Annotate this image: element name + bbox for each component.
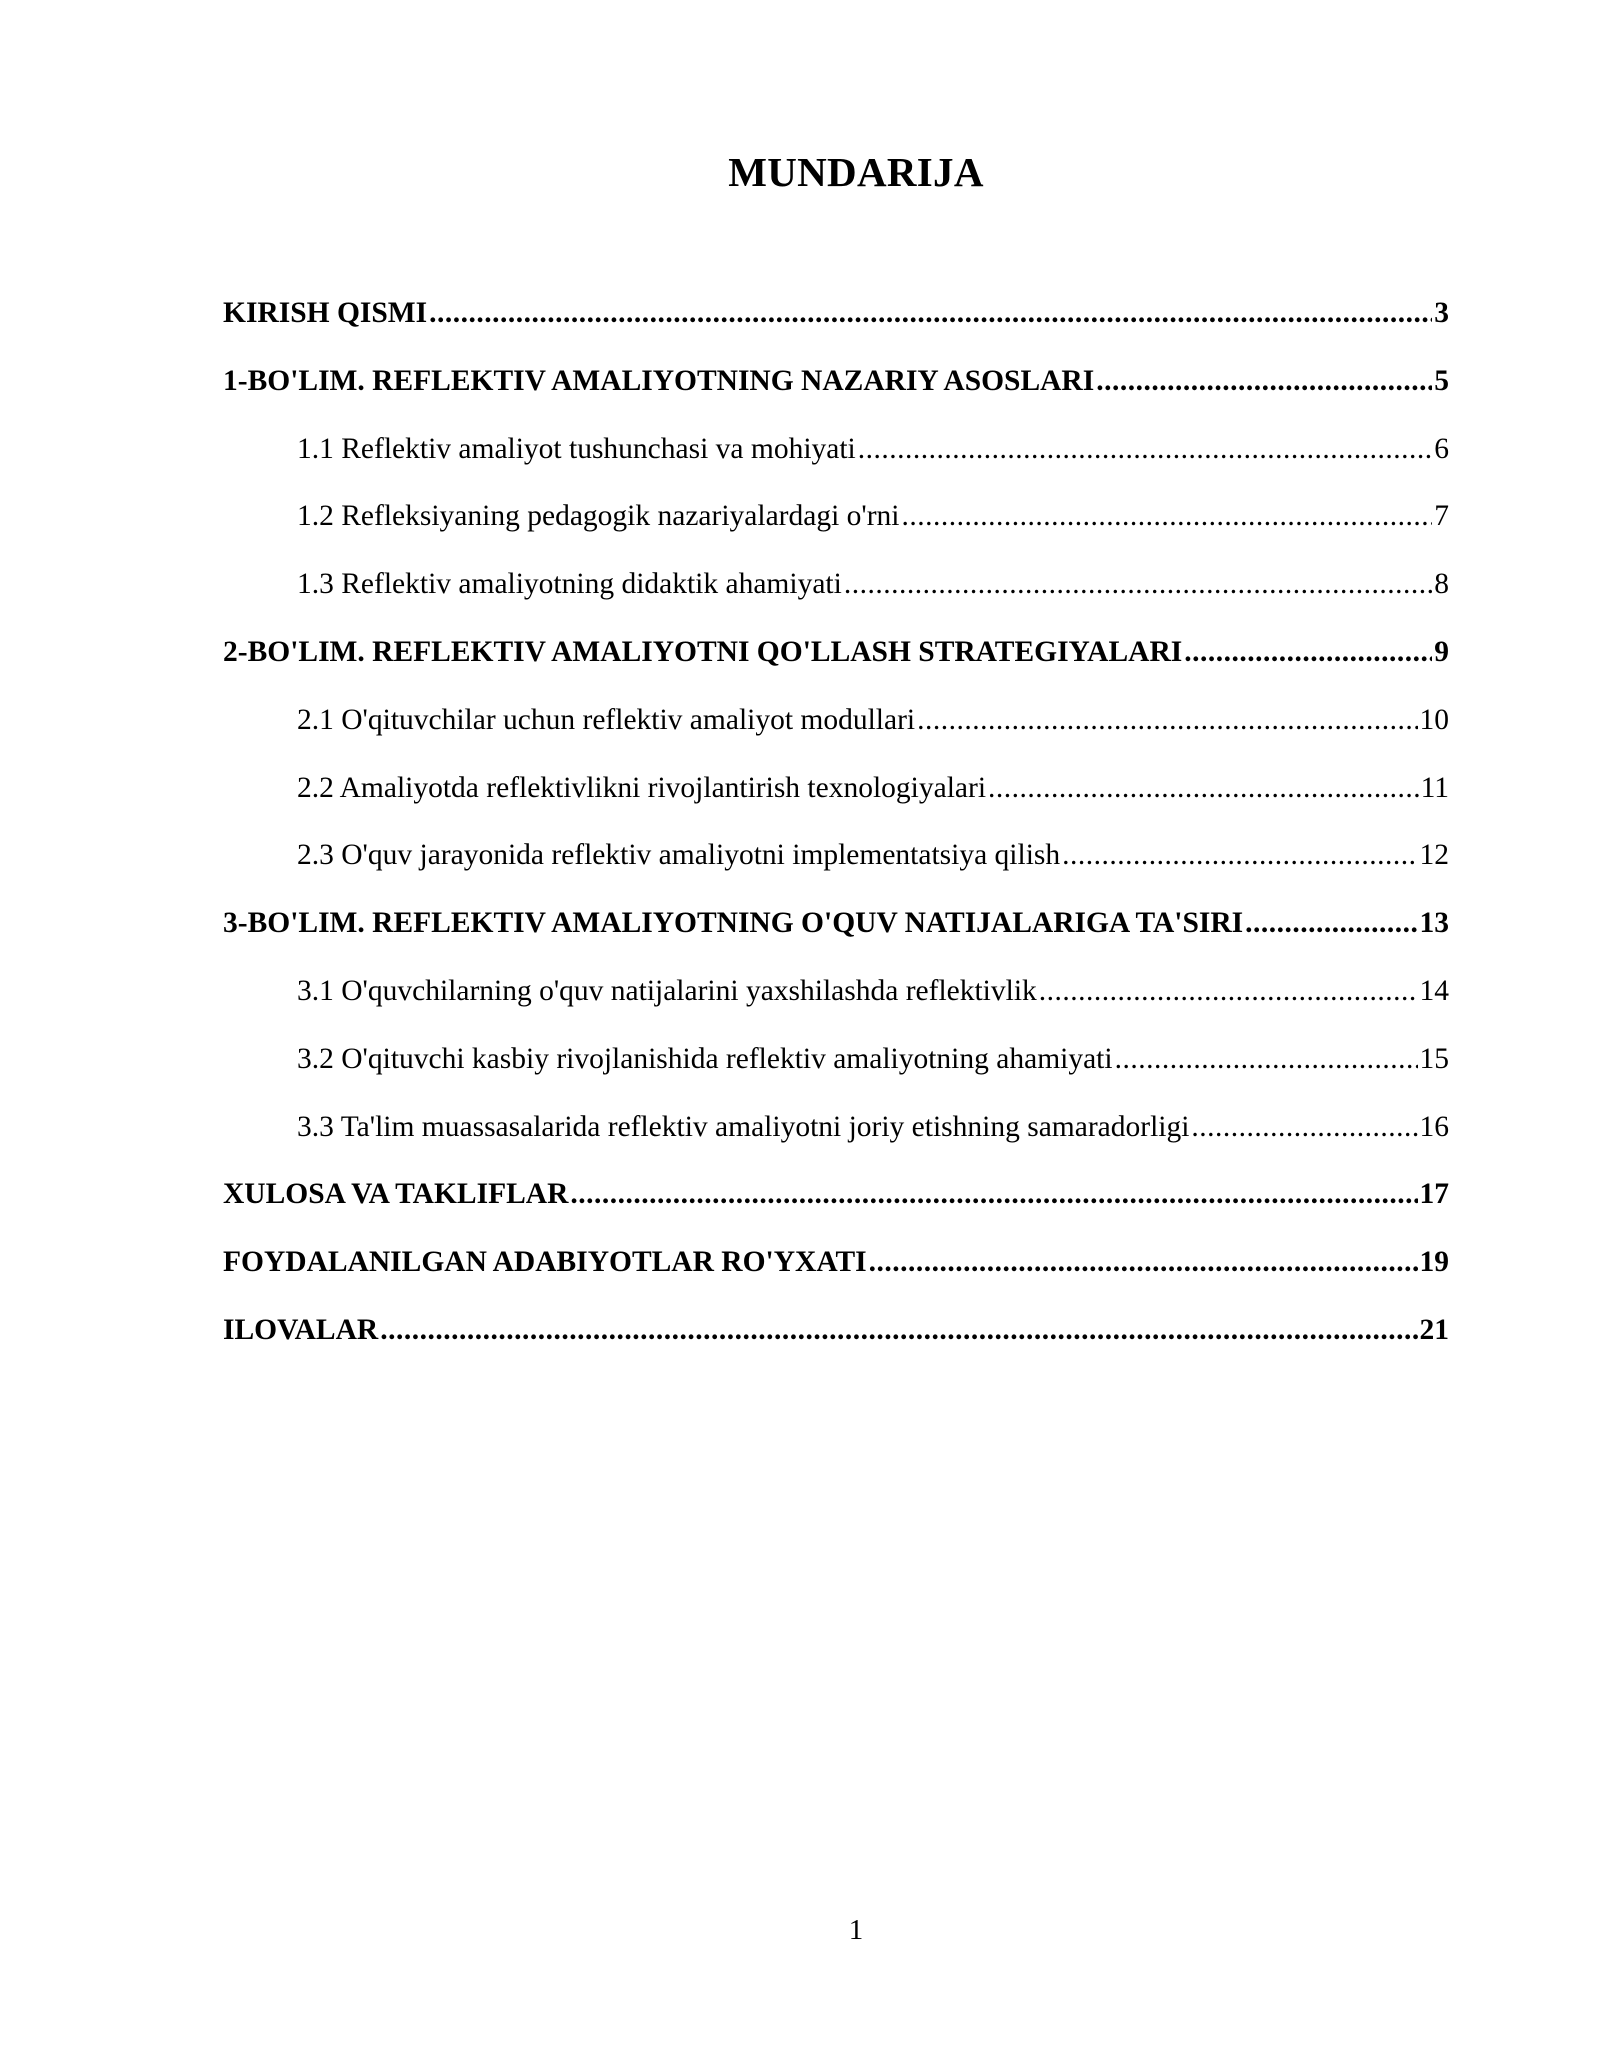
toc-entry[interactable] — [223, 898, 1449, 966]
toc-entry-title: 2.2 Amaliyotda reflektivlikni rivojlantirish texnologiyalari — [297, 771, 987, 804]
toc-entry[interactable] — [223, 966, 1449, 1034]
toc-entry-page: 16 — [1419, 1110, 1449, 1143]
toc-entry-title: 2-BO'LIM. REFLEKTIV AMALIYOTNI QO'LLASH STRATEGIYALARI — [223, 635, 1183, 668]
toc-entry[interactable] — [223, 356, 1449, 424]
toc-dot-leader — [380, 1305, 1417, 1355]
toc-dot-leader — [1191, 1102, 1417, 1152]
toc-entry-page: 10 — [1419, 703, 1449, 736]
toc-entry-title: 1.3 Reflektiv amaliyotning didaktik ahamiyati — [297, 568, 842, 601]
toc-entry[interactable] — [223, 830, 1449, 898]
toc-entry-title: XULOSA VA TAKLIFLAR — [223, 1178, 569, 1211]
toc-entry-title: 1.2 Refleksiyaning pedagogik nazariyalardagi o'rni — [297, 500, 900, 533]
toc-dot-leader — [1115, 1034, 1418, 1084]
toc-entry[interactable] — [223, 1305, 1449, 1373]
toc-entry[interactable] — [223, 627, 1449, 695]
toc-dot-leader — [1184, 627, 1432, 677]
toc-dot-leader — [1245, 898, 1417, 948]
page-number: 1 — [848, 1914, 864, 1946]
toc-entry-page: 13 — [1419, 907, 1449, 940]
toc-entry-page: 6 — [1434, 432, 1449, 465]
toc-entry[interactable] — [223, 1034, 1449, 1102]
toc-entry[interactable] — [223, 424, 1449, 492]
toc-entry-title: 1.1 Reflektiv amaliyot tushunchasi va mohiyati — [297, 432, 856, 465]
toc-entry-title: FOYDALANILGAN ADABIYOTLAR RO'YXATI — [223, 1246, 867, 1279]
toc-entry-page: 9 — [1434, 635, 1449, 668]
toc-entry[interactable] — [223, 288, 1449, 356]
toc-entry[interactable] — [223, 695, 1449, 763]
toc-entry[interactable] — [223, 491, 1449, 559]
toc-dot-leader — [1096, 356, 1432, 406]
toc-entry-page: 7 — [1434, 500, 1449, 533]
toc-dot-leader — [869, 1237, 1418, 1287]
toc-entry[interactable] — [223, 1237, 1449, 1305]
toc-entry-title: 3-BO'LIM. REFLEKTIV AMALIYOTNING O'QUV NATIJALARIGA TA'SIRI — [223, 907, 1244, 940]
toc-entry-page: 3 — [1434, 297, 1449, 329]
toc-entry-title: ILOVALAR — [223, 1313, 379, 1346]
toc-entry-page: 17 — [1419, 1178, 1449, 1211]
toc-entry[interactable] — [223, 559, 1449, 627]
toc-entry-page: 15 — [1419, 1042, 1449, 1075]
toc-entry[interactable] — [223, 1169, 1449, 1237]
toc-entry-title: 2.1 O'qituvchilar uchun reflektiv amaliyot modullari — [297, 703, 916, 736]
toc-entry[interactable] — [223, 1102, 1449, 1170]
toc-entry-page: 21 — [1419, 1313, 1449, 1346]
toc-entry-page: 8 — [1434, 568, 1449, 601]
toc-dot-leader — [988, 763, 1419, 813]
toc-dot-leader — [1039, 966, 1418, 1016]
toc-entry-page: 12 — [1419, 839, 1449, 872]
table-of-contents — [223, 288, 1449, 1373]
toc-entry-page: 5 — [1434, 364, 1449, 397]
toc-entry-page: 11 — [1420, 771, 1449, 804]
page-title: MUNDARIJA — [728, 149, 984, 195]
toc-dot-leader — [429, 288, 1432, 338]
toc-dot-leader — [858, 424, 1432, 474]
toc-entry-title: 3.2 O'qituvchi kasbiy rivojlanishida reflektiv amaliyotning ahamiyati — [297, 1042, 1113, 1075]
toc-entry-title: 3.3 Ta'lim muassasalarida reflektiv amaliyotni joriy etishning samaradorligi — [297, 1110, 1190, 1143]
toc-dot-leader — [917, 695, 1417, 745]
toc-entry[interactable] — [223, 763, 1449, 831]
toc-entry-title: KIRISH QISMI — [223, 297, 428, 329]
toc-entry-title: 3.1 O'quvchilarning o'quv natijalarini yaxshilashda reflektivlik — [297, 974, 1037, 1007]
toc-entry-title: 2.3 O'quv jarayonida reflektiv amaliyotni implementatsiya qilish — [297, 839, 1061, 872]
toc-dot-leader — [902, 491, 1433, 541]
toc-dot-leader — [570, 1169, 1417, 1219]
toc-entry-page: 14 — [1419, 974, 1449, 1007]
toc-dot-leader — [1062, 830, 1417, 880]
toc-dot-leader — [844, 559, 1432, 609]
toc-entry-page: 19 — [1419, 1246, 1449, 1279]
toc-entry-title: 1-BO'LIM. REFLEKTIV AMALIYOTNING NAZARIY ASOSLARI — [223, 364, 1095, 397]
